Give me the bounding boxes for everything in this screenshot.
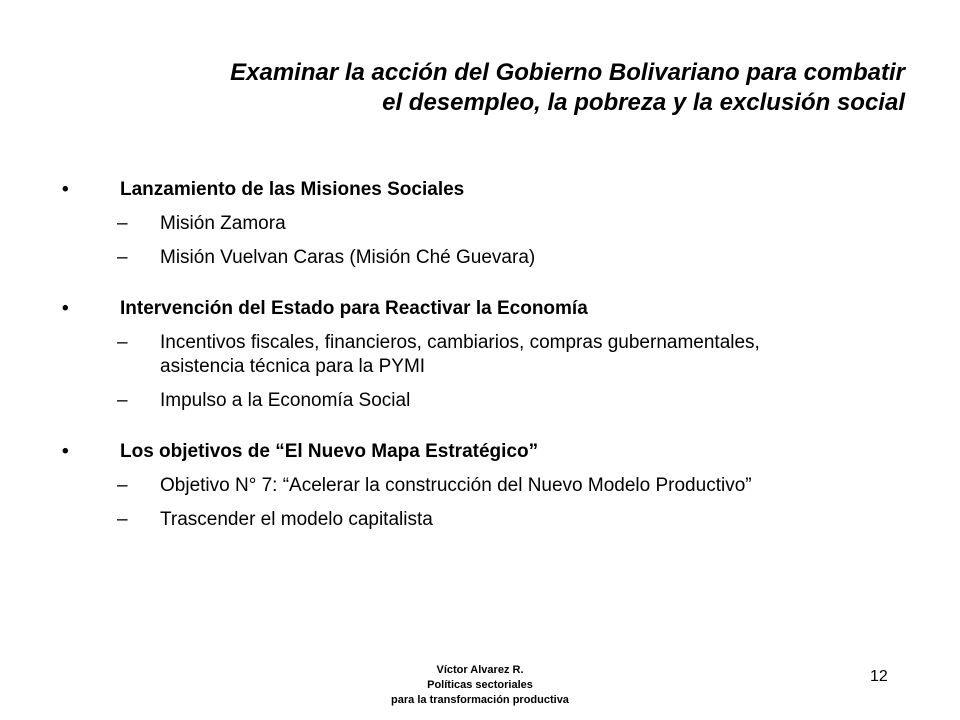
page-number: 12 bbox=[870, 668, 888, 685]
section-intervencion bbox=[62, 297, 922, 413]
bullet-item bbox=[62, 297, 922, 321]
slide-content bbox=[62, 178, 922, 559]
sub-item-text: Misión Vuelvan Caras (Misión Ché Guevara) bbox=[160, 247, 536, 268]
slide-title bbox=[60, 58, 905, 118]
bullet-heading: Lanzamiento de las Misiones Sociales bbox=[120, 179, 465, 200]
sub-item-text: Trascender el modelo capitalista bbox=[160, 509, 433, 530]
dash-icon: – bbox=[117, 509, 128, 530]
dash-icon: – bbox=[117, 247, 128, 268]
sub-item-text: Impulso a la Economía Social bbox=[160, 390, 411, 411]
sub-item bbox=[62, 474, 922, 498]
bullet-icon: • bbox=[62, 441, 69, 462]
footer-author: Víctor Alvarez R. bbox=[436, 664, 524, 676]
footer-line-2: Políticas sectoriales bbox=[427, 679, 533, 691]
bullet-item bbox=[62, 440, 922, 464]
sub-item bbox=[62, 331, 922, 379]
sub-item bbox=[62, 508, 922, 532]
title-line-2: el desempleo, la pobreza y la exclusión social bbox=[382, 89, 905, 116]
dash-icon: – bbox=[117, 332, 128, 353]
sub-item bbox=[62, 212, 922, 236]
sub-item bbox=[62, 246, 922, 270]
dash-icon: – bbox=[117, 475, 128, 496]
title-line-1: Examinar la acción del Gobierno Bolivariano para combatir bbox=[230, 59, 905, 86]
sub-item-text: Misión Zamora bbox=[160, 213, 286, 234]
bullet-heading: Intervención del Estado para Reactivar la Economía bbox=[120, 298, 588, 319]
section-objetivos bbox=[62, 440, 922, 532]
bullet-icon: • bbox=[62, 179, 69, 200]
bullet-item bbox=[62, 178, 922, 202]
sub-item-text: Objetivo N° 7: “Acelerar la construcción del Nuevo Modelo Productivo” bbox=[160, 475, 752, 496]
dash-icon: – bbox=[117, 390, 128, 411]
footer-line-3: para la transformación productiva bbox=[391, 694, 569, 706]
footer-author-block bbox=[330, 663, 630, 708]
dash-icon: – bbox=[117, 213, 128, 234]
sub-item-text: Incentivos fiscales, financieros, cambiarios, compras gubernamentales, asistencia técnica para la PYMI bbox=[160, 332, 760, 377]
sub-item bbox=[62, 389, 922, 413]
section-misiones bbox=[62, 178, 922, 270]
bullet-icon: • bbox=[62, 298, 69, 319]
bullet-heading: Los objetivos de “El Nuevo Mapa Estratégico” bbox=[120, 441, 539, 462]
